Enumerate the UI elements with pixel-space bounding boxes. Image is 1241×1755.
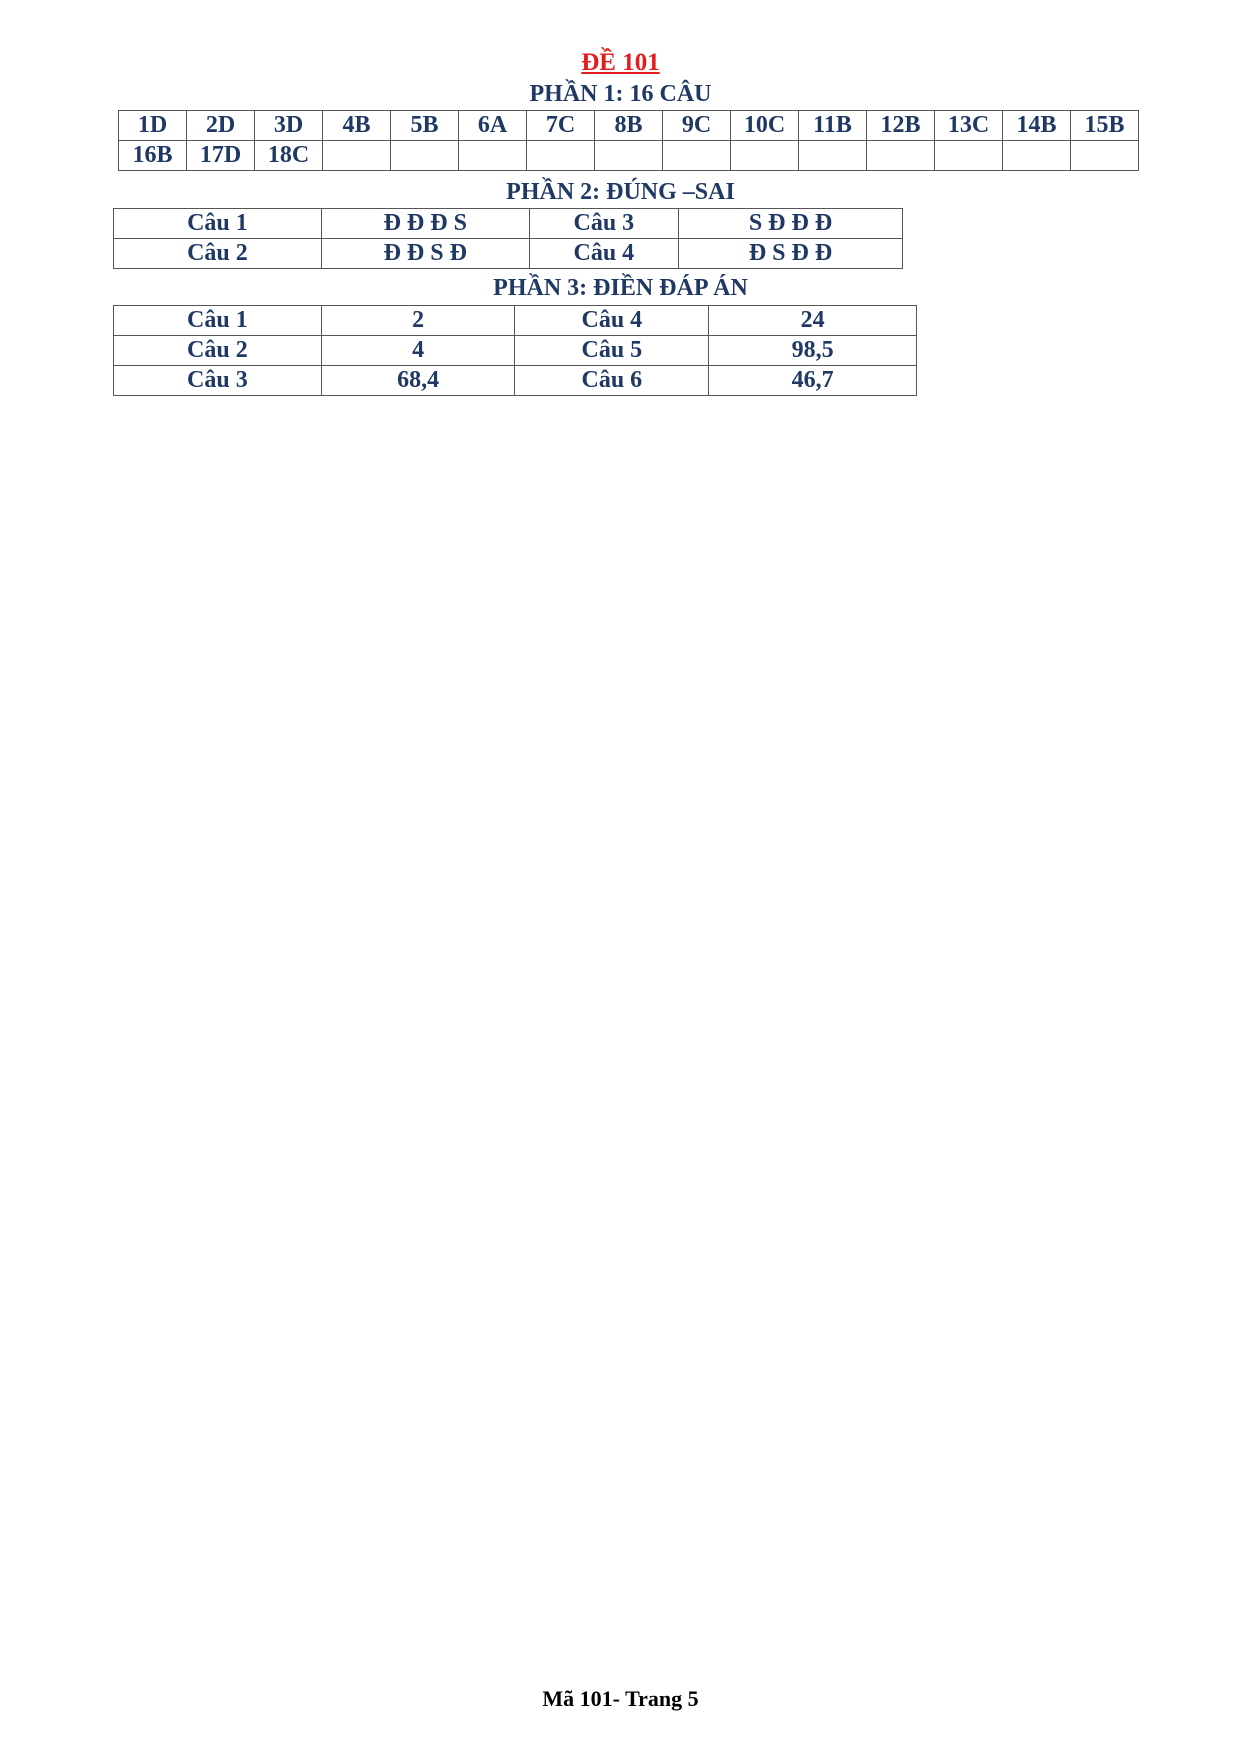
answer-value: 2	[321, 306, 515, 336]
answer-value: 98,5	[709, 336, 917, 366]
table-row	[114, 306, 917, 336]
answer-cell	[799, 141, 867, 171]
answer-cell	[323, 141, 391, 171]
answer-cell: 14B	[1003, 111, 1071, 141]
answer-cell	[867, 141, 935, 171]
question-label: Câu 3	[529, 209, 678, 239]
question-label: Câu 5	[515, 336, 709, 366]
question-label: Câu 4	[515, 306, 709, 336]
answer-cell: 13C	[935, 111, 1003, 141]
table-row	[114, 336, 917, 366]
table-row	[114, 239, 903, 269]
answer-cell	[1071, 141, 1139, 171]
answer-cell	[1003, 141, 1071, 171]
answer-cell	[935, 141, 1003, 171]
part3-heading: PHẦN 3: ĐIỀN ĐÁP ÁN	[493, 275, 748, 301]
part1-heading: PHẦN 1: 16 CÂU	[529, 81, 712, 107]
part1-answer-table	[118, 110, 1139, 171]
answer-value: 4	[321, 336, 515, 366]
part3-fill-answer-table	[113, 305, 917, 396]
table-row	[119, 111, 1139, 141]
answer-cell: 15B	[1071, 111, 1139, 141]
answer-value: Đ S Đ Đ	[679, 239, 903, 269]
answer-value: 24	[709, 306, 917, 336]
answer-cell	[459, 141, 527, 171]
answer-cell	[391, 141, 459, 171]
page-footer: Mã 101- Trang 5	[542, 1686, 699, 1711]
answer-cell: 5B	[391, 111, 459, 141]
answer-cell: 10C	[731, 111, 799, 141]
answer-cell: 16B	[119, 141, 187, 171]
question-label: Câu 1	[114, 306, 322, 336]
part2-heading: PHẦN 2: ĐÚNG –SAI	[506, 179, 735, 205]
question-label: Câu 2	[114, 239, 322, 269]
answer-cell: 11B	[799, 111, 867, 141]
answer-value: Đ Đ Đ S	[321, 209, 529, 239]
table-row	[119, 141, 1139, 171]
exam-code-title: ĐỀ 101	[581, 49, 660, 76]
answer-cell: 6A	[459, 111, 527, 141]
answer-cell: 3D	[255, 111, 323, 141]
answer-cell: 9C	[663, 111, 731, 141]
answer-value: 68,4	[321, 366, 515, 396]
answer-cell: 4B	[323, 111, 391, 141]
answer-cell	[731, 141, 799, 171]
question-label: Câu 2	[114, 336, 322, 366]
table-row	[114, 209, 903, 239]
answer-value: Đ Đ S Đ	[321, 239, 529, 269]
question-label: Câu 1	[114, 209, 322, 239]
part2-true-false-table	[113, 208, 903, 269]
question-label: Câu 3	[114, 366, 322, 396]
answer-cell	[595, 141, 663, 171]
table-row	[114, 366, 917, 396]
answer-cell: 18C	[255, 141, 323, 171]
answer-cell	[527, 141, 595, 171]
answer-cell: 12B	[867, 111, 935, 141]
answer-cell: 7C	[527, 111, 595, 141]
answer-value: S Đ Đ Đ	[679, 209, 903, 239]
answer-cell: 8B	[595, 111, 663, 141]
answer-cell	[663, 141, 731, 171]
answer-cell: 1D	[119, 111, 187, 141]
answer-cell: 17D	[187, 141, 255, 171]
answer-cell: 2D	[187, 111, 255, 141]
answer-value: 46,7	[709, 366, 917, 396]
question-label: Câu 6	[515, 366, 709, 396]
question-label: Câu 4	[529, 239, 678, 269]
